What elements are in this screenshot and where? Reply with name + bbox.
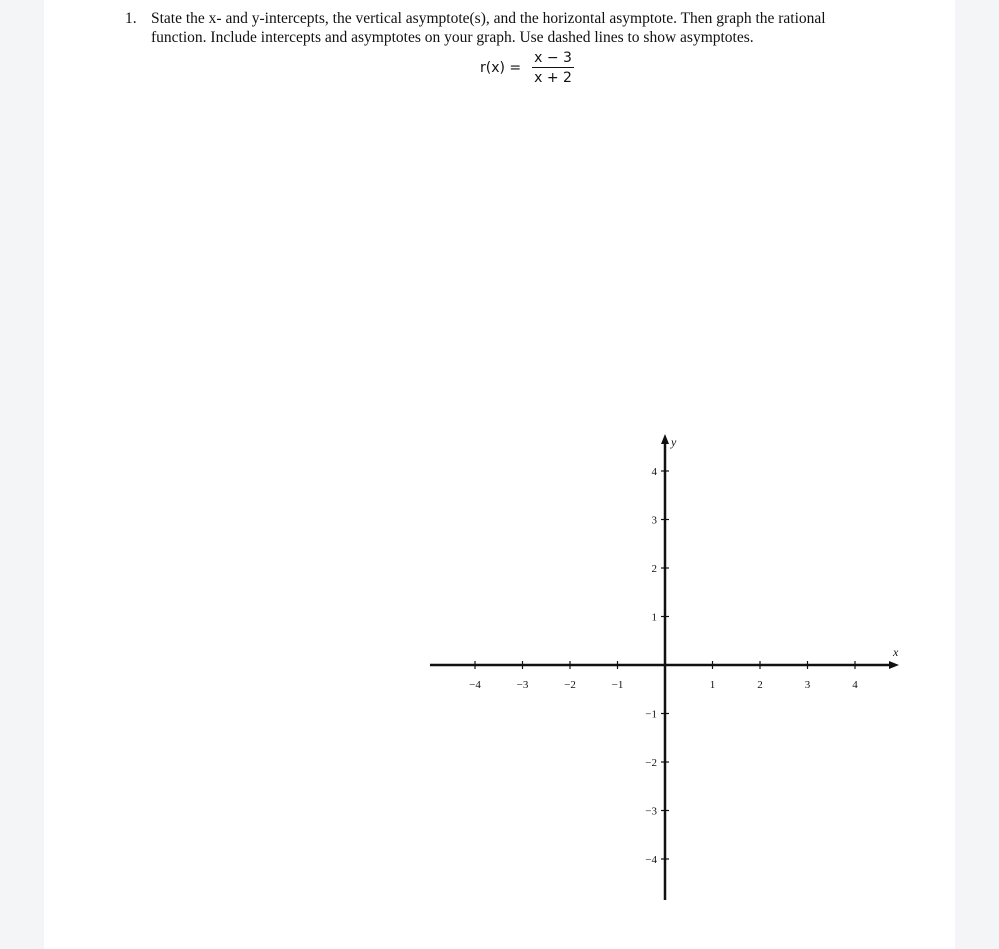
y-tick-label: −2 (645, 757, 657, 769)
x-tick-label: −1 (611, 679, 624, 691)
y-tick-label: 1 (651, 611, 657, 624)
x-tick-label: −4 (469, 679, 481, 691)
problem-number: 1. (125, 10, 137, 27)
y-axis-arrow (661, 434, 669, 444)
y-tick-label: −3 (645, 805, 657, 818)
x-tick-label: 2 (757, 679, 763, 691)
fraction-denominator: x + 2 (534, 70, 572, 86)
y-tick-label: 4 (651, 466, 657, 478)
y-tick-label: 3 (651, 514, 657, 527)
problem-instructions: State the x- and y-intercepts, the vertical asymptote(s), and the horizontal asymptote. Then graph the rational function. Include intercepts and asymptotes on your graph. Use dashed lines to show asymptotes. (151, 10, 826, 46)
y-tick-label: −4 (645, 854, 657, 866)
x-tick-label: −2 (564, 679, 576, 691)
y-tick-label: −1 (645, 708, 657, 721)
x-tick-label: 3 (804, 679, 811, 691)
y-tick-label: 2 (651, 563, 657, 575)
y-axis-label: y (671, 435, 677, 449)
fraction-numerator: x − 3 (534, 50, 572, 66)
x-axis-label: x (893, 645, 899, 659)
x-tick-label: 1 (709, 679, 716, 691)
x-tick-label: −3 (516, 679, 529, 691)
function-lhs: r(x) = (480, 60, 522, 76)
x-axis-arrow (889, 661, 899, 669)
x-tick-label: 4 (852, 679, 858, 691)
